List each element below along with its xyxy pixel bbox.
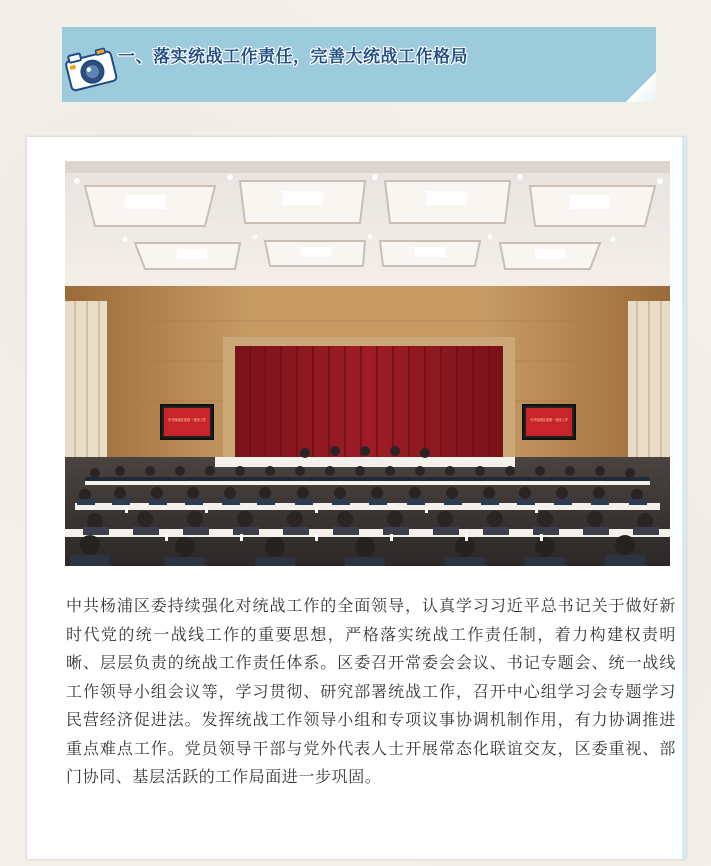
left-screen-text: 中共杨浦区委统一战线工作 (167, 418, 207, 422)
meeting-hall-photo (65, 161, 670, 566)
camera-icon (62, 42, 120, 94)
right-screen-text: 中共杨浦区委统一战线工作 (529, 418, 569, 422)
page-fold-corner (626, 72, 656, 102)
article-paragraph: 中共杨浦区委持续强化对统战工作的全面领导，认真学习习近平总书记关于做好新时代党的统一战线工作的重要思想，严格落实统战工作责任制，着力构建权责明晰、层层负责的统战工作责任体系。区委召开常委会会议、书记专题会、统一战线工作领导小组会议等，学习贯彻、研究部署统战工作，召开中心组学习会专题学习民营经济促进法。发挥统战工作领导小组和专项议事协调机制作用，有力协调推进重点难点工作。党员领导干部与党外代表人士开展常态化联谊交友，区委重视、部门协同、基层活跃的工作局面进一步巩固。 (66, 596, 676, 786)
section-title: 一、落实统战工作责任，完善大统战工作格局 (118, 47, 468, 67)
card-accent-stripe (682, 137, 686, 859)
